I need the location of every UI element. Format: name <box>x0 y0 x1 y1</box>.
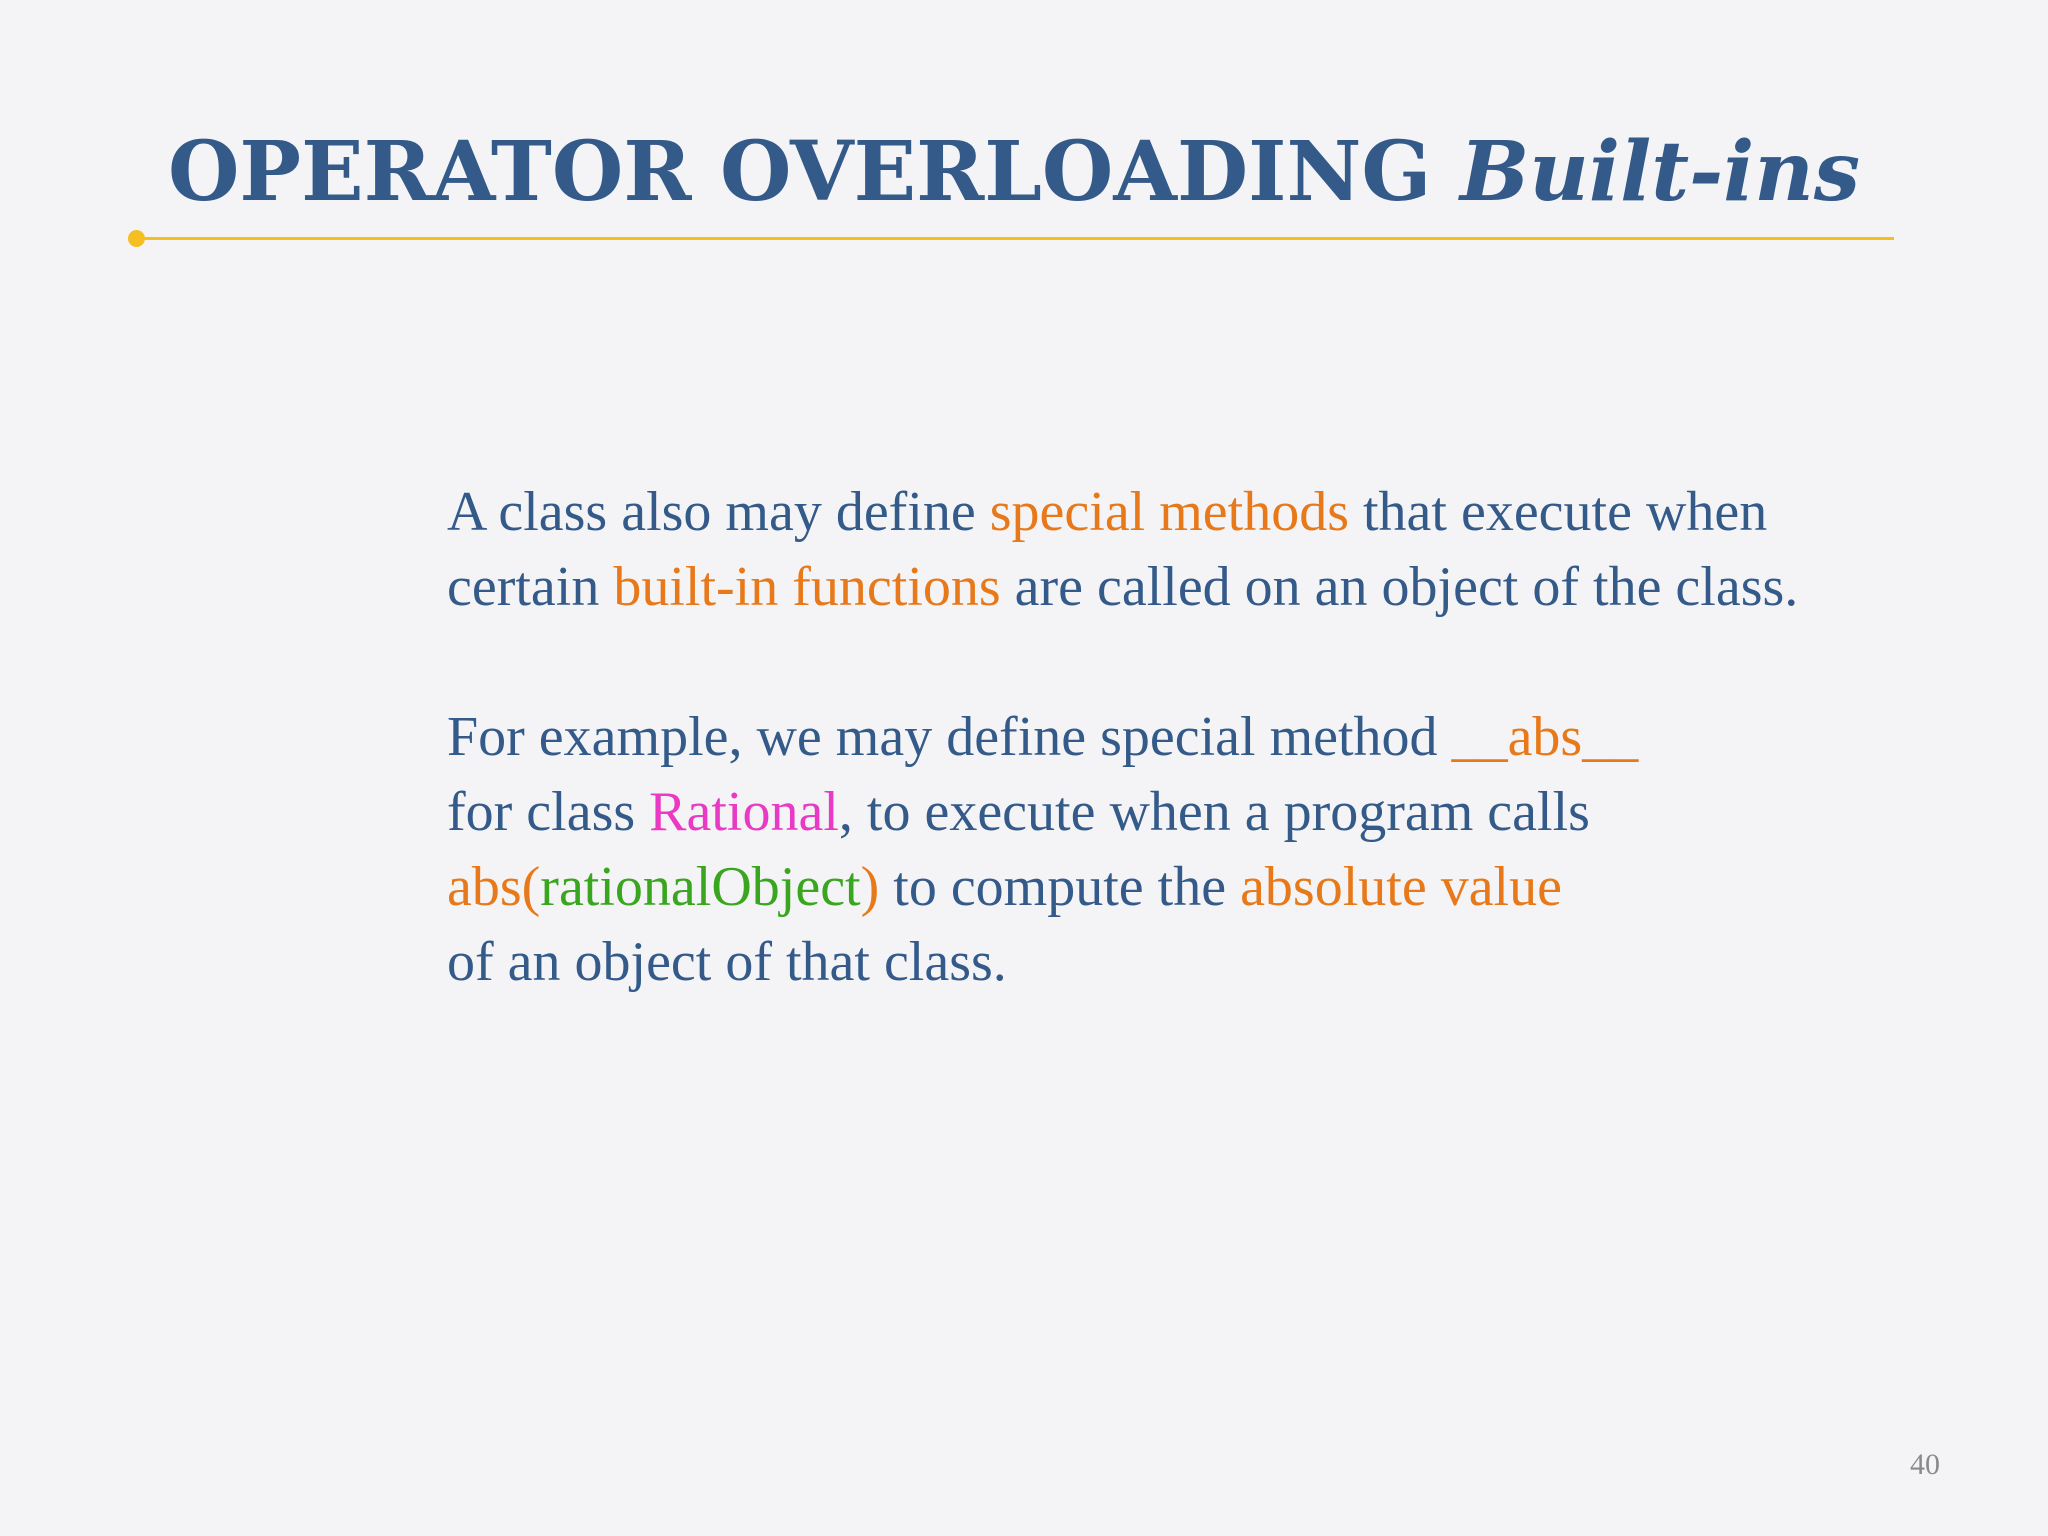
text-run: For example, we may define special method <box>447 706 1452 768</box>
highlight-abs-call-close: ) <box>860 856 880 918</box>
slide-body <box>447 475 1867 1000</box>
title-rule <box>136 237 1894 240</box>
page-number: 40 <box>1910 1448 1940 1481</box>
title-main: OPERATOR OVERLOADING <box>168 124 1432 220</box>
highlight-rational-object: rationalObject <box>540 856 861 918</box>
text-run: that execute when <box>1349 481 1768 543</box>
text-run: for class <box>447 781 650 843</box>
text-run: certain <box>447 556 614 618</box>
paragraph-gap <box>447 625 1867 700</box>
text-run: are called on an object of the class. <box>1000 556 1799 618</box>
paragraph1-line2 <box>447 550 1867 625</box>
text-run: , to execute when a program calls <box>838 781 1590 843</box>
paragraph2-line2 <box>447 775 1867 850</box>
text-run: to compute the <box>879 856 1241 918</box>
highlight-abs-call-open: abs( <box>447 856 541 918</box>
paragraph2-line1 <box>447 700 1867 775</box>
slide-title <box>168 120 1860 224</box>
highlight-abs-method: __abs__ <box>1451 706 1639 768</box>
text-run: A class also may define <box>447 481 990 543</box>
title-italic: Built-ins <box>1460 124 1861 220</box>
text-run: of an object of that class. <box>447 931 1007 993</box>
highlight-rational: Rational <box>649 781 839 843</box>
paragraph2-line4 <box>447 925 1867 1000</box>
paragraph1-line1 <box>447 475 1867 550</box>
highlight-built-in-functions: built-in functions <box>613 556 1001 618</box>
paragraph2-line3 <box>447 850 1867 925</box>
highlight-absolute-value: absolute value <box>1240 856 1562 918</box>
highlight-special-methods: special methods <box>989 481 1349 543</box>
